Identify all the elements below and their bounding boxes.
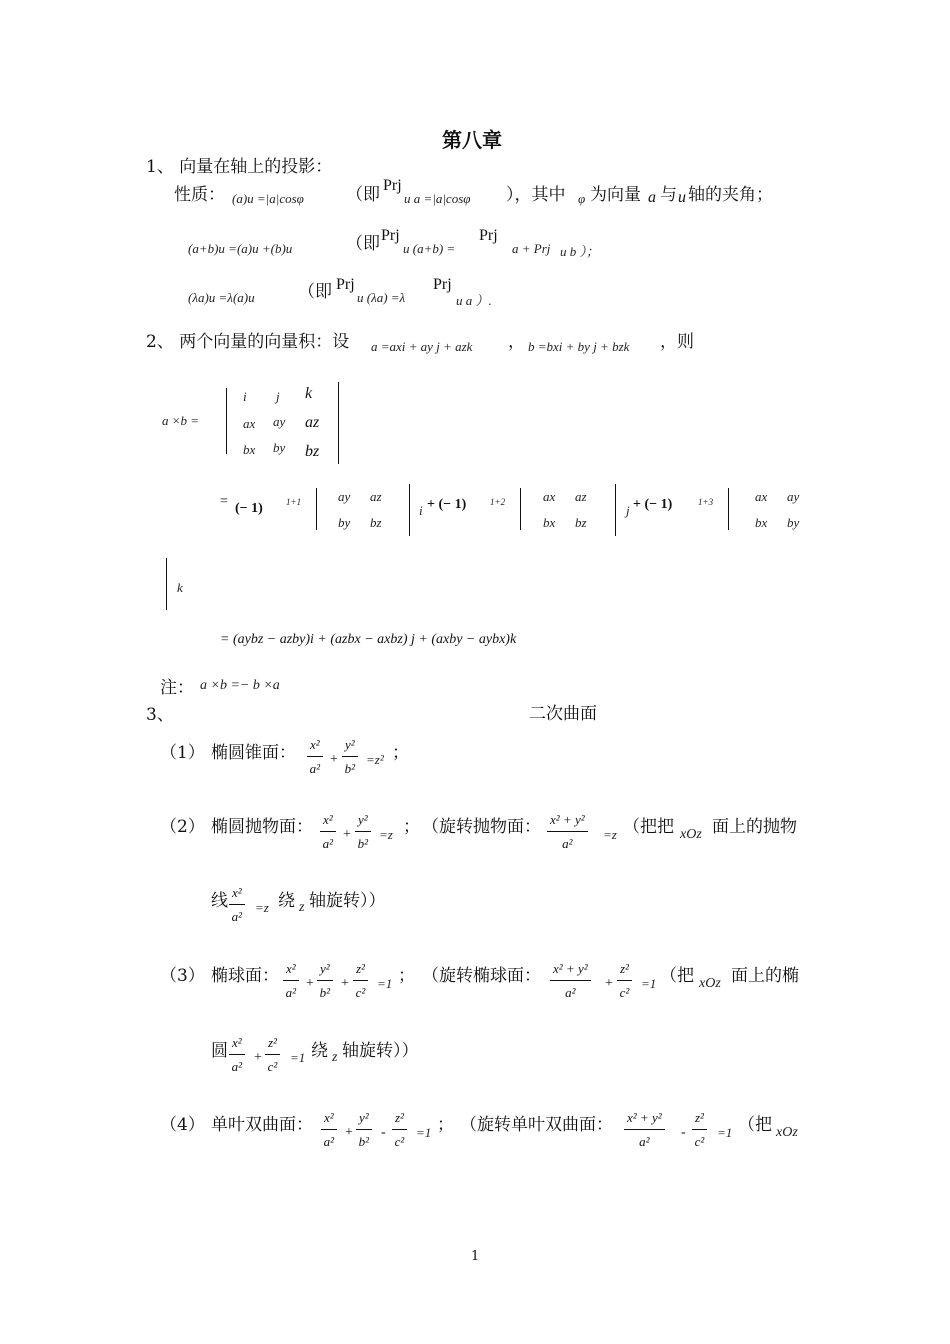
rotation-label: （旋转椭球面： bbox=[422, 966, 541, 986]
projection-scalar-end: u a ）. bbox=[456, 293, 492, 308]
prj-operator-2: Prj bbox=[381, 227, 400, 244]
semicolon: ； bbox=[403, 817, 420, 837]
unit-vector-j: j bbox=[626, 503, 630, 518]
rotation-text: （把把 bbox=[623, 817, 674, 837]
then-text: ，则 bbox=[660, 332, 694, 352]
sign-exponent-1: 1+1 bbox=[286, 497, 302, 507]
fraction: $\frac{\text{z²}}{\text{c²}}$ bbox=[392, 1111, 407, 1148]
minor-3-cell: ay bbox=[787, 489, 800, 504]
rhs: =1 bbox=[416, 1125, 432, 1140]
angle-text-a: 为向量 bbox=[590, 185, 641, 205]
minor-3-cell: by bbox=[787, 515, 800, 530]
item-number: （1） bbox=[160, 743, 205, 763]
rotation-end: 轴旋转）） bbox=[342, 1041, 419, 1061]
projection-note-formula-1: u a =|a|cosφ bbox=[404, 191, 471, 206]
note-close: ），其中 bbox=[506, 185, 566, 205]
fraction: $\frac{\text{x²}}{\text{a²}}$ bbox=[283, 962, 299, 999]
surface-name: 椭圆抛物面： bbox=[211, 817, 313, 837]
section-1-heading: 1、 向量在轴上的投影： bbox=[146, 157, 333, 177]
det-cell: az bbox=[305, 414, 320, 431]
plus-sign: + bbox=[605, 976, 613, 991]
fraction: $\frac{\text{z²}}{\text{c²}}$ bbox=[353, 962, 368, 999]
item-number: （2） bbox=[160, 817, 205, 837]
fraction: $\frac{\text{z²}}{\text{c²}}$ bbox=[617, 962, 632, 999]
prj-operator-4: Prj bbox=[336, 276, 355, 293]
rotation-text: （把 bbox=[738, 1115, 772, 1135]
plus-sign: + bbox=[343, 827, 351, 842]
page-title: 第八章 bbox=[442, 128, 502, 152]
semicolon: ； bbox=[392, 743, 409, 763]
vector-a: a bbox=[648, 189, 656, 206]
rhs: =1 bbox=[377, 976, 393, 991]
rhs: =z bbox=[379, 827, 393, 842]
minor-1-cell: by bbox=[338, 515, 351, 530]
det-cell: bx bbox=[243, 442, 256, 457]
cross-product-result: = (aybz − azby)i + (azbx − axbz) j + (axby − aybx)k bbox=[220, 632, 517, 647]
projection-formula-3: (λa)u =λ(a)u bbox=[188, 290, 255, 305]
plane-label: xOz bbox=[776, 1125, 798, 1140]
note-open-3: （即 bbox=[298, 282, 332, 302]
det-cell: j bbox=[276, 389, 280, 404]
minor-2-right-bar bbox=[615, 484, 616, 536]
fraction: $\frac{\text{x²}}{\text{a²}}$ bbox=[229, 1036, 245, 1073]
section-3-number: 3、 bbox=[146, 705, 174, 725]
prj-operator-3: Prj bbox=[479, 227, 498, 244]
around-text: 绕 bbox=[311, 1041, 328, 1061]
det-left-bar bbox=[226, 388, 227, 454]
det-cell: ay bbox=[273, 414, 286, 429]
rotation-end: 轴旋转）） bbox=[309, 891, 386, 911]
minor-1-left-bar bbox=[316, 488, 317, 530]
property-label: 性质： bbox=[174, 185, 225, 205]
sign-term-3: + (− 1) bbox=[633, 497, 673, 512]
minor-2-cell: bx bbox=[543, 515, 556, 530]
minor-1-cell: ay bbox=[338, 489, 351, 504]
phi-symbol: φ bbox=[578, 191, 586, 206]
fraction: $\frac{\text{x²}}{\text{a²}}$ bbox=[307, 738, 323, 775]
minor-2-cell: bz bbox=[575, 515, 587, 530]
comma: ， bbox=[508, 332, 525, 352]
note-open: （即 bbox=[346, 185, 380, 205]
rhs: =z bbox=[255, 900, 269, 915]
minor-2-cell: az bbox=[575, 489, 587, 504]
minus-sign: - bbox=[381, 1125, 386, 1140]
axis-label: z bbox=[332, 1050, 338, 1065]
projection-note-formula-2: u (a+b) = bbox=[403, 241, 456, 256]
plane-label: xOz bbox=[680, 827, 702, 842]
sign-exponent-3: 1+3 bbox=[698, 497, 714, 507]
sign-term-1: (− 1) bbox=[235, 501, 263, 516]
equals-sign: = bbox=[220, 494, 228, 509]
surface-name: 椭球面： bbox=[211, 966, 279, 986]
note-label: 注： bbox=[160, 678, 194, 698]
rotation-text: 面上的椭 bbox=[731, 966, 799, 986]
fraction: $\frac{\text{y²}}{\text{b²}}$ bbox=[356, 1111, 372, 1148]
rhs: =z bbox=[603, 827, 617, 842]
rotation-text: 面上的抛物 bbox=[712, 817, 797, 837]
section-2-heading: 2、 两个向量的向量积：设 bbox=[146, 332, 350, 352]
rotation-label: （旋转抛物面： bbox=[422, 817, 541, 837]
surface-name: 椭圆锥面： bbox=[211, 743, 296, 763]
minor-3-right-bar bbox=[166, 558, 167, 610]
plane-label: xOz bbox=[699, 976, 721, 991]
unit-vector-i: i bbox=[419, 503, 423, 518]
det-cell: bz bbox=[305, 443, 320, 460]
prj-operator: Prj bbox=[383, 177, 402, 194]
minor-3-cell: ax bbox=[755, 489, 768, 504]
around-text: 绕 bbox=[278, 891, 295, 911]
minor-2-left-bar bbox=[520, 488, 521, 530]
det-cell: i bbox=[243, 389, 247, 404]
surface-name: 单叶双曲面： bbox=[211, 1115, 313, 1135]
fraction: $\frac{\text{y²}}{\text{b²}}$ bbox=[317, 962, 333, 999]
minor-1-cell: az bbox=[370, 489, 382, 504]
projection-sum-end: u b ）； bbox=[560, 244, 600, 259]
line-text: 线 bbox=[211, 891, 228, 911]
rotation-text: （把 bbox=[660, 966, 694, 986]
axis-u: u bbox=[678, 189, 686, 206]
minor-2-cell: ax bbox=[543, 489, 556, 504]
det-right-bar bbox=[338, 382, 339, 464]
plus-sign: + bbox=[341, 976, 349, 991]
axis-label: z bbox=[299, 900, 305, 915]
line-text: 圆 bbox=[211, 1041, 228, 1061]
rhs: =1 bbox=[290, 1050, 306, 1065]
sign-term-2: + (− 1) bbox=[427, 497, 467, 512]
plus-sign: + bbox=[345, 1125, 353, 1140]
fraction: $\frac{\text{y²}}{\text{b²}}$ bbox=[342, 738, 358, 775]
section-3-heading: 二次曲面 bbox=[529, 704, 597, 724]
prj-operator-5: Prj bbox=[433, 276, 452, 293]
angle-text-b: 与 bbox=[660, 185, 677, 205]
rhs: =z² bbox=[366, 752, 384, 767]
vector-b-definition: b =bxi + by j + bzk bbox=[528, 339, 630, 354]
rhs: =1 bbox=[717, 1125, 733, 1140]
plus-sign: + bbox=[306, 976, 314, 991]
sign-exponent-2: 1+2 bbox=[490, 497, 506, 507]
minor-3-cell: bx bbox=[755, 515, 768, 530]
minor-1-right-bar bbox=[409, 484, 410, 536]
fraction: $\frac{\text{x²}}{\text{a²}}$ bbox=[320, 813, 336, 850]
plus-sign: + bbox=[330, 752, 338, 767]
rhs: =1 bbox=[641, 976, 657, 991]
angle-text-c: 轴的夹角； bbox=[688, 185, 773, 205]
fraction: $\frac{\text{x² + y²}}{\text{a²}}$ bbox=[624, 1111, 665, 1148]
fraction: $\frac{\text{z²}}{\text{c²}}$ bbox=[265, 1036, 280, 1073]
minus-sign: - bbox=[681, 1125, 686, 1140]
projection-formula-2: (a+b)u =(a)u +(b)u bbox=[188, 241, 293, 256]
vector-a-definition: a =axi + ay j + azk bbox=[371, 339, 473, 354]
plus-sign: + bbox=[254, 1050, 262, 1065]
note-open-2: （即 bbox=[346, 234, 380, 254]
minor-3-left-bar bbox=[728, 488, 729, 530]
item-number: （3） bbox=[160, 966, 205, 986]
cross-product-lhs: a ×b = bbox=[162, 413, 200, 428]
rotation-label: （旋转单叶双曲面： bbox=[460, 1115, 613, 1135]
minor-1-cell: bz bbox=[370, 515, 382, 530]
item-number: （4） bbox=[160, 1115, 205, 1135]
projection-note-formula-3: u (λa) =λ bbox=[357, 290, 406, 305]
projection-sum-tail: a + Prj bbox=[512, 241, 551, 256]
fraction: $\frac{\text{y²}}{\text{b²}}$ bbox=[355, 813, 371, 850]
projection-formula-1: (a)u =|a|cosφ bbox=[232, 191, 304, 206]
semicolon: ； bbox=[437, 1115, 454, 1135]
fraction: $\frac{\text{x² + y²}}{\text{a²}}$ bbox=[547, 813, 588, 850]
det-cell: by bbox=[273, 440, 286, 455]
anticommutative-formula: a ×b =− b ×a bbox=[200, 678, 280, 693]
fraction: $\frac{\text{z²}}{\text{c²}}$ bbox=[692, 1111, 707, 1148]
fraction: $\frac{\text{x² + y²}}{\text{a²}}$ bbox=[550, 962, 591, 999]
page-number: 1 bbox=[471, 1249, 480, 1264]
unit-vector-k: k bbox=[177, 580, 183, 595]
semicolon: ； bbox=[398, 966, 415, 986]
det-cell: ax bbox=[243, 416, 256, 431]
fraction: $\frac{\text{x²}}{\text{a²}}$ bbox=[321, 1111, 337, 1148]
fraction: $\frac{\text{x²}}{\text{a²}}$ bbox=[229, 886, 245, 923]
det-cell: k bbox=[305, 385, 313, 402]
